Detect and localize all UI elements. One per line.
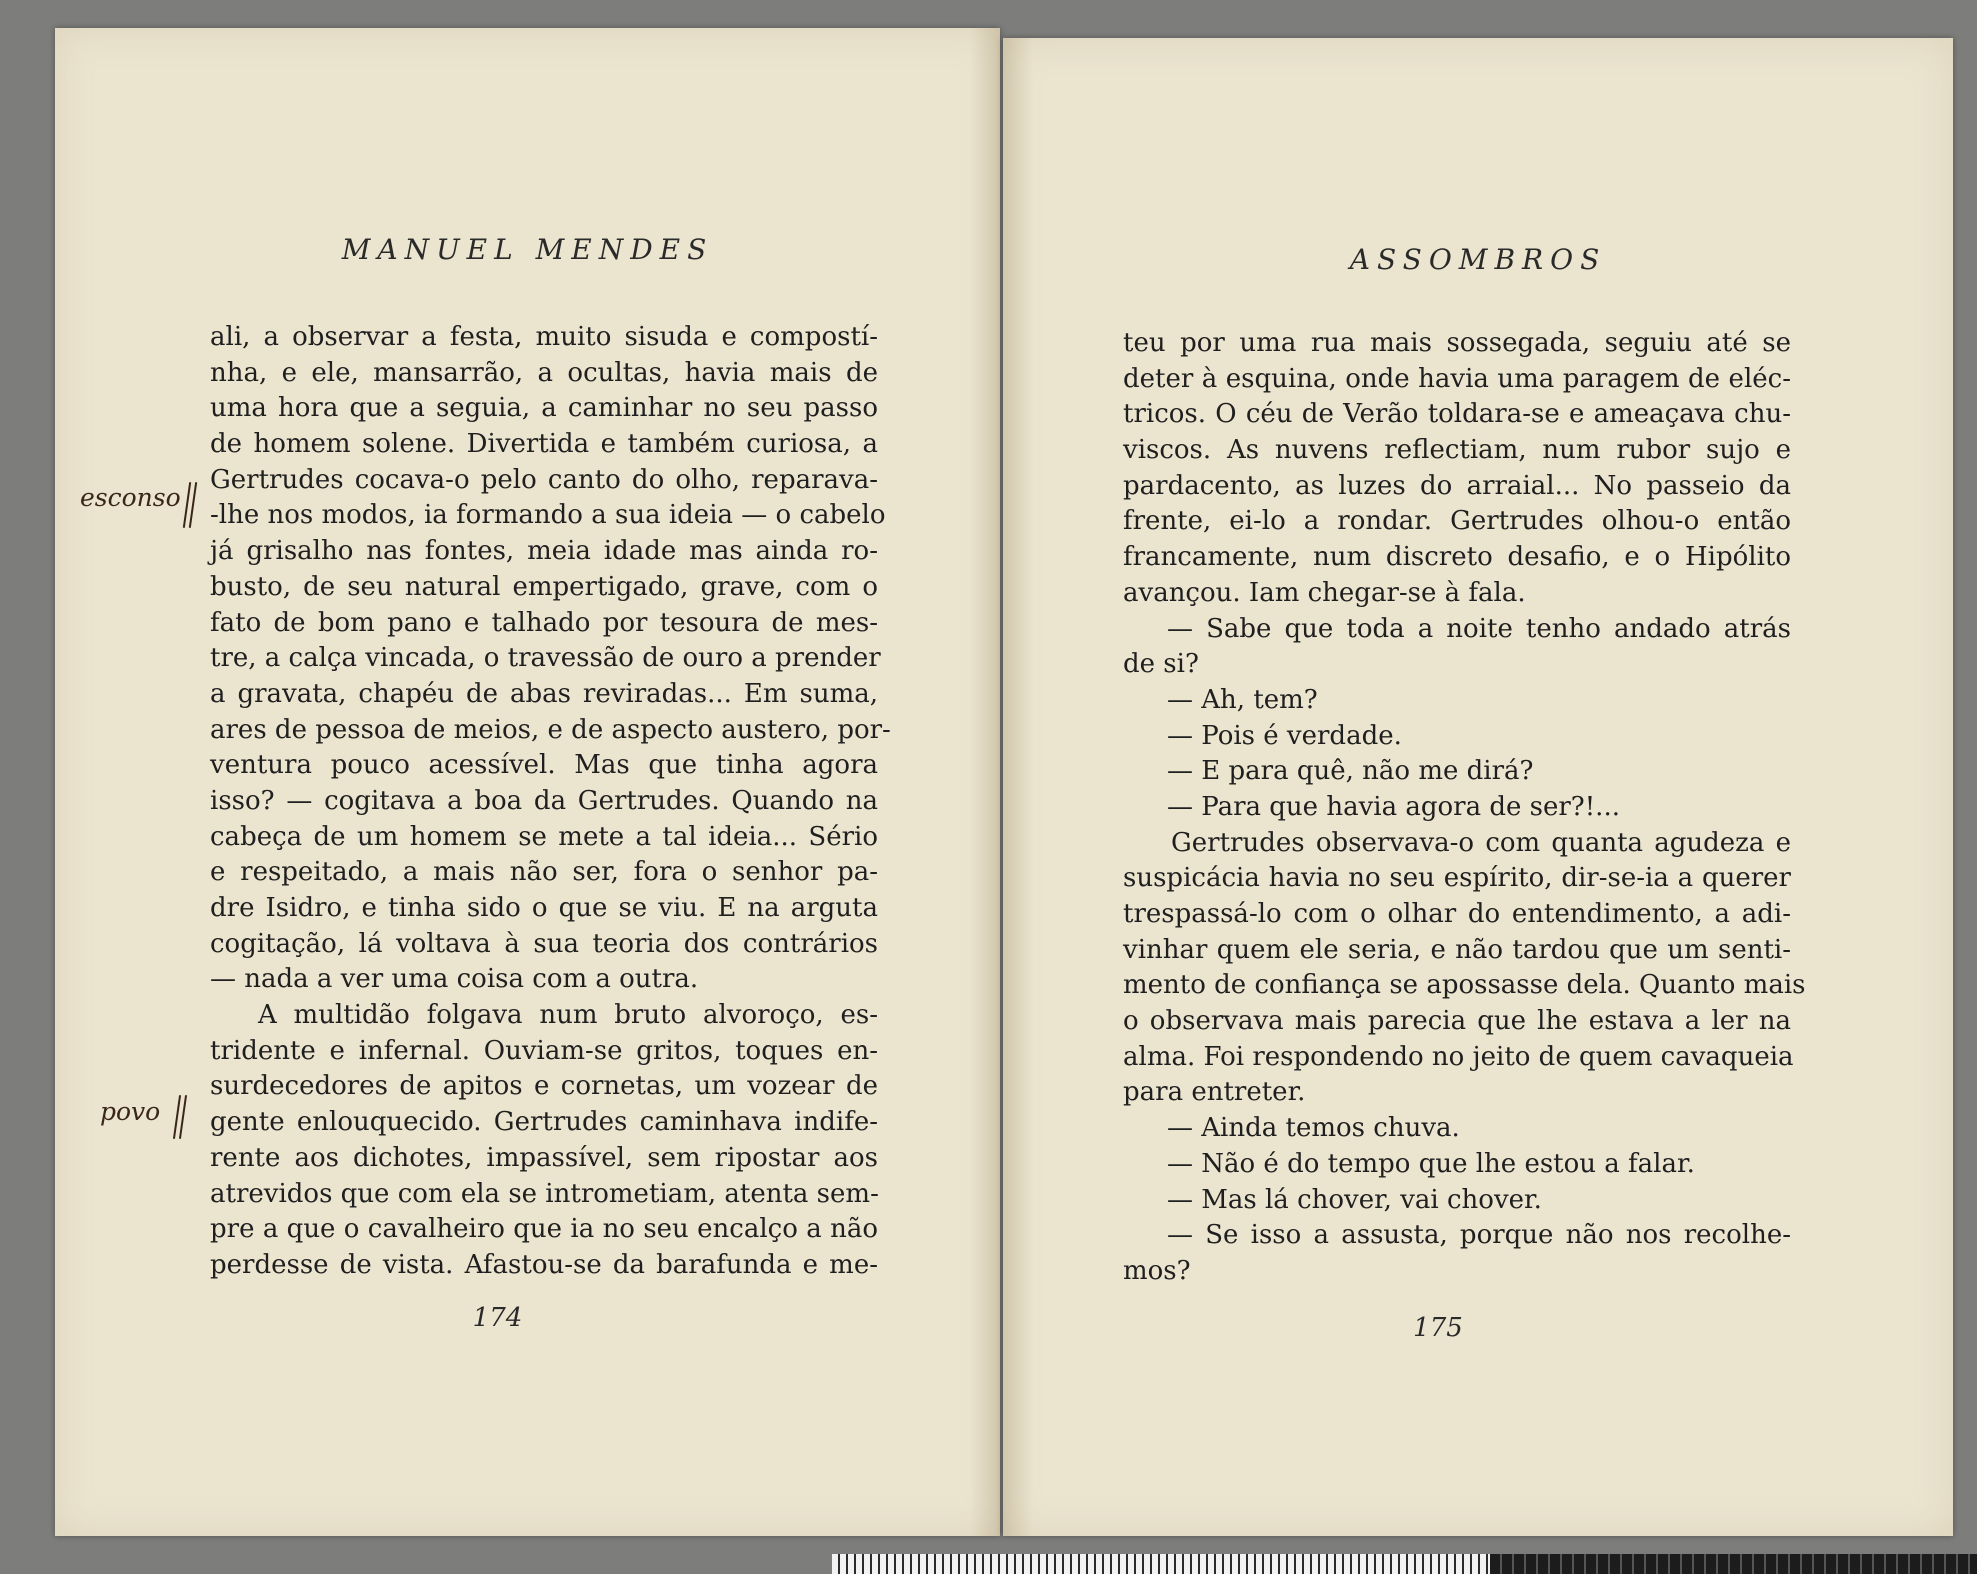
text-line: de si? — [1123, 649, 1199, 680]
running-head: MANUEL MENDES — [341, 233, 714, 266]
text-line: — Ainda temos chuva. — [1167, 1113, 1460, 1144]
text-line: ali, a observar a festa, muito sisuda e compostí- — [210, 322, 878, 352]
text-line: avançou. Iam chegar-se à fala. — [1123, 577, 1526, 608]
text-line: surdecedores de apitos e cornetas, um vozear de — [210, 1071, 878, 1102]
left-page — [55, 28, 1000, 1536]
text-line: cogitação, lá voltava à sua teoria dos contrários — [210, 928, 878, 959]
text-line: o observava mais parecia que lhe estava a ler na — [1123, 1006, 1791, 1037]
right-page — [1003, 38, 1953, 1536]
text-line: — Sabe que toda a noite tenho andado atrás — [1167, 613, 1791, 644]
text-line: rente aos dichotes, impassível, sem ripostar aos — [210, 1142, 878, 1173]
text-line: — nada a ver uma coisa com a outra. — [210, 964, 699, 995]
text-line: atrevidos que com ela se intrometiam, atenta sem- — [210, 1178, 879, 1209]
page-number: 175 — [1413, 1313, 1463, 1343]
text-line: nha, e ele, mansarrão, a ocultas, havia mais de — [210, 357, 878, 388]
text-line: vinhar quem ele seria, e não tardou que um senti- — [1123, 934, 1791, 965]
text-line: pre a que o cavalheiro que ia no seu encalço a não — [210, 1214, 878, 1245]
text-line: a gravata, chapéu de abas reviradas... Em suma, — [210, 678, 878, 709]
text-line: — Não é do tempo que lhe estou a falar. — [1167, 1148, 1695, 1179]
text-line: Gertrudes cocava-o pelo canto do olho, reparava- — [210, 464, 878, 495]
text-line: ares de pessoa de meios, e de aspecto austero, por- — [210, 714, 891, 745]
text-line: — Para que havia agora de ser?!... — [1167, 791, 1620, 822]
text-line: alma. Foi respondendo no jeito de quem cavaqueia — [1123, 1041, 1794, 1072]
text-line: viscos. As nuvens reflectiam, num rubor sujo e — [1123, 435, 1791, 466]
text-line: e respeitado, a mais não ser, fora o senhor pa- — [210, 857, 878, 888]
text-line: tre, a calça vincada, o travessão de ouro a prender — [210, 643, 881, 674]
text-line: francamente, num discreto desafio, e o Hipólito — [1123, 542, 1791, 573]
text-line: — Pois é verdade. — [1167, 720, 1402, 751]
text-line: tridente e infernal. Ouviam-se gritos, toques en- — [210, 1035, 878, 1066]
text-line: dre Isidro, e tinha sido o que se viu. E na arguta — [210, 893, 878, 923]
text-line: frente, ei-lo a rondar. Gertrudes olhou-o então — [1123, 506, 1791, 537]
text-line: uma hora que a seguia, a caminhar no seu passo — [210, 393, 878, 424]
page-number: 174 — [472, 1303, 523, 1333]
text-line: trespassá-lo com o olhar do entendimento, a adi- — [1123, 899, 1791, 929]
body-text — [1123, 326, 1806, 1290]
text-line: teu por uma rua mais sossegada, seguiu até se — [1123, 328, 1791, 358]
text-line: gente enlouquecido. Gertrudes caminhava indife- — [210, 1107, 878, 1138]
text-line: — Ah, tem? — [1167, 684, 1318, 715]
handwritten-margin-note: povo — [100, 1097, 161, 1126]
text-line: perdesse de vista. Afastou-se da barafunda e me- — [210, 1249, 878, 1280]
text-line: — E para quê, não me dirá? — [1167, 756, 1534, 787]
text-line: tricos. O céu de Verão toldara-se e ameaçava chu- — [1123, 399, 1791, 430]
text-line: de homem solene. Divertida e também curiosa, a — [210, 429, 878, 460]
text-line: busto, de seu natural empertigado, grave, com o — [210, 571, 878, 602]
text-line: ventura pouco acessível. Mas que tinha agora — [210, 750, 878, 781]
running-head: ASSOMBROS — [1349, 243, 1607, 276]
text-line: já grisalho nas fontes, meia idade mas ainda ro- — [210, 536, 878, 567]
text-line: suspicácia havia no seu espírito, dir-se-ia a querer — [1123, 863, 1791, 894]
text-line: fato de bom pano e talhado por tesoura de mes- — [210, 607, 878, 638]
text-line: isso? — cogitava a boa da Gertrudes. Quando na — [210, 785, 878, 816]
text-line: — Mas lá chover, vai chover. — [1167, 1184, 1542, 1215]
text-line: mento de confiança se apossasse dela. Quanto mais — [1123, 970, 1806, 1001]
text-line: deter à esquina, onde havia uma paragem de eléc- — [1123, 363, 1791, 394]
text-line: A multidão folgava num bruto alvoroço, es- — [258, 1000, 878, 1031]
text-line: Gertrudes observava-o com quanta agudeza e — [1171, 827, 1791, 858]
handwritten-margin-note: esconso — [80, 483, 181, 512]
scale-ruler-dark-section — [1490, 1554, 1977, 1574]
body-text — [210, 320, 891, 1284]
text-line: para entreter. — [1123, 1077, 1306, 1108]
text-line: -lhe nos modos, ia formando a sua ideia — o cabelo — [210, 500, 886, 531]
text-line: cabeça de um homem se mete a tal ideia... Sério — [210, 821, 878, 852]
text-line: — Se isso a assusta, porque não nos recolhe- — [1167, 1220, 1791, 1251]
text-line: mos? — [1123, 1255, 1191, 1286]
text-line: pardacento, as luzes do arraial... No passeio da — [1123, 470, 1791, 501]
